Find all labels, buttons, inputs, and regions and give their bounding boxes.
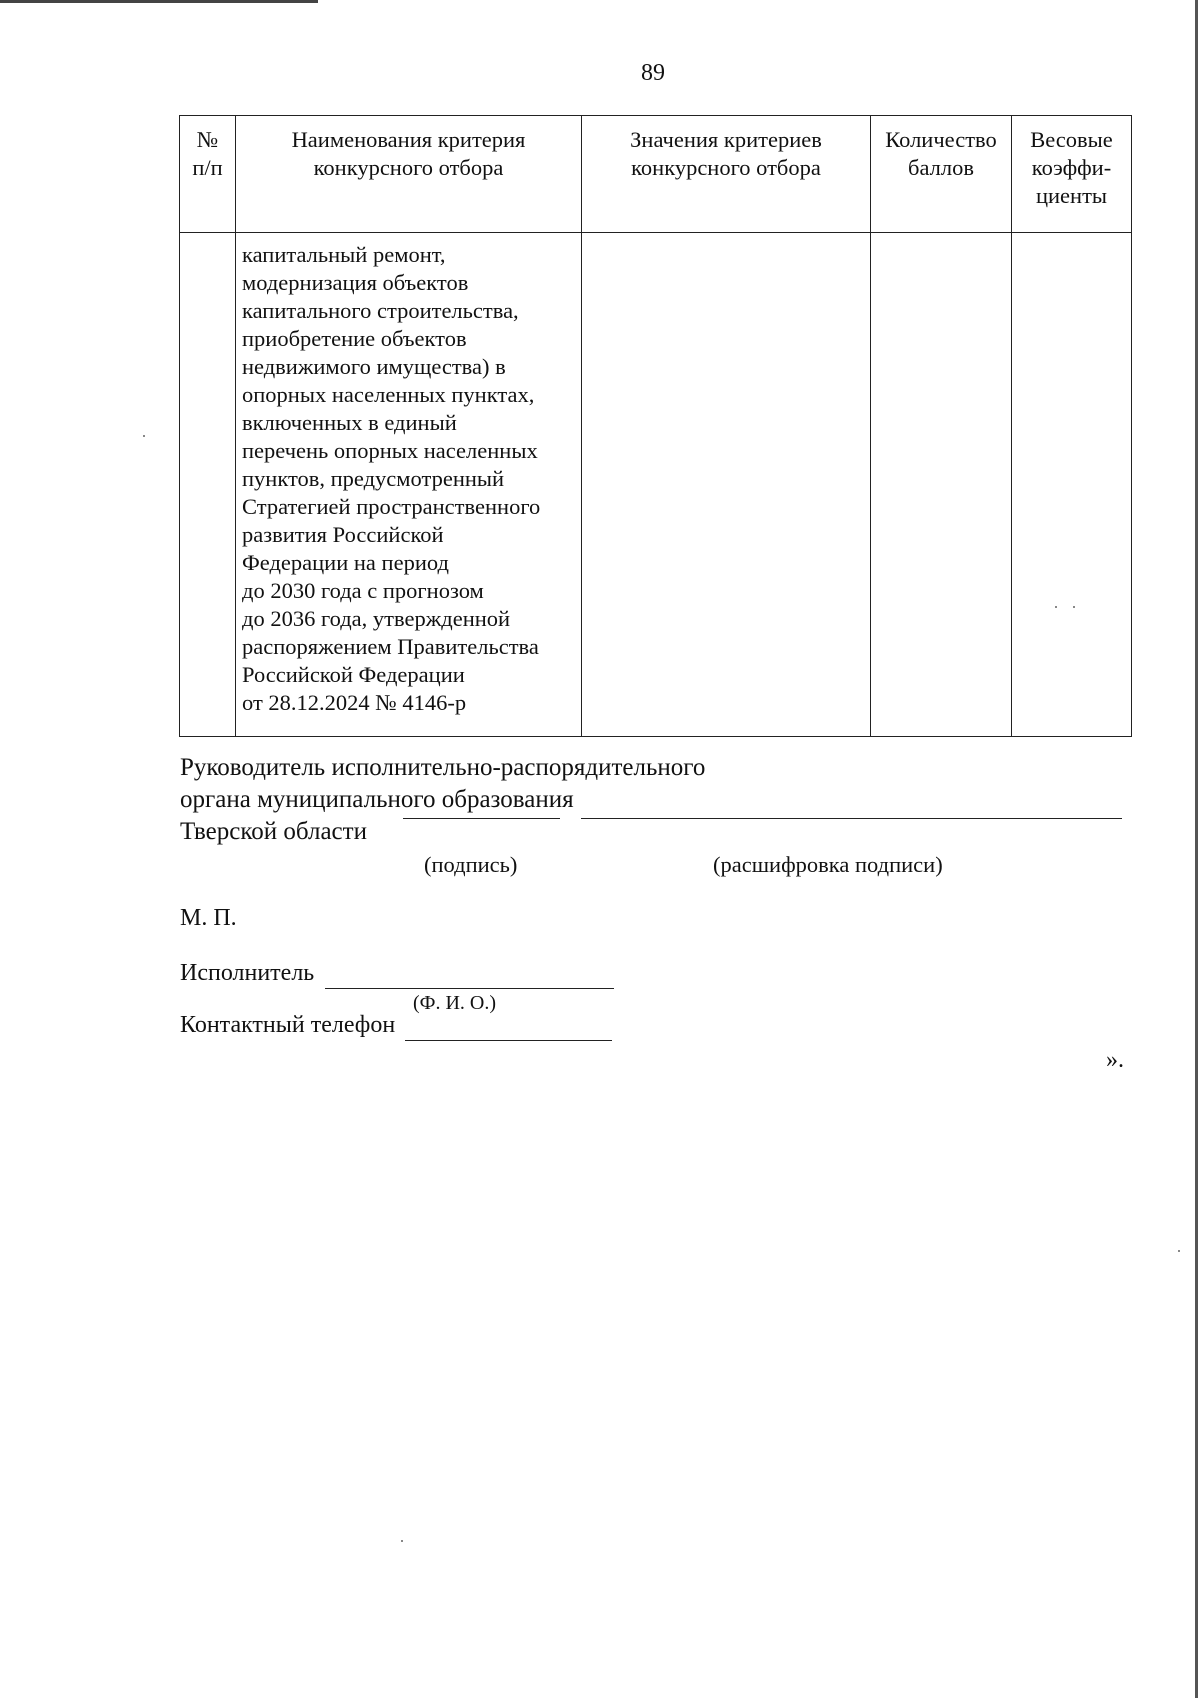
scan-edge-right [1195, 0, 1198, 1698]
cell-weights [1012, 233, 1132, 737]
phone-label: Контактный телефон [180, 1012, 396, 1038]
scan-speck [1073, 606, 1075, 608]
table-header-row [180, 116, 1132, 233]
closing-quote: ». [1106, 1047, 1124, 1073]
page-number: 89 [641, 60, 665, 86]
header-criterion-values: Значения критериев конкурсного отбора [582, 116, 871, 233]
executor-caption: (Ф. И. О.) [413, 992, 497, 1014]
signature-caption: (подпись) [424, 852, 518, 877]
criteria-table [179, 115, 1132, 737]
signature-blank [403, 818, 560, 819]
stamp-place: М. П. [180, 905, 237, 931]
scan-speck [143, 435, 145, 437]
scan-edge-top [0, 0, 318, 3]
header-points: Количество баллов [871, 116, 1012, 233]
phone-blank [405, 1040, 612, 1041]
cell-values [582, 233, 871, 737]
cell-number [180, 233, 236, 737]
scan-speck [401, 1540, 403, 1542]
signature-line-3: Тверской области [180, 818, 367, 845]
signature-decode-blank [581, 818, 1122, 819]
scan-speck [1178, 1250, 1180, 1252]
signature-block [180, 752, 705, 848]
scan-speck [1055, 606, 1057, 608]
signature-line-1: Руководитель исполнительно-распорядительного [180, 754, 706, 781]
signature-line-2: органа муниципального образования [180, 786, 574, 813]
cell-points [871, 233, 1012, 737]
executor-blank [325, 988, 614, 989]
cell-criterion: капитальный ремонт, модернизация объектов капитального строительства, приобретение объектов недвижимого имущества) в опорных населенных пунктах, включенных в единый перечень опорных населенных пунктов, предусмотренный Стратегией пространственного развития Российской Федерации на период до 2030 года с прогнозом до 2036 года, утвержденной распоряжением Правительства Российской Федерации от 28.12.2024 № 4146-р [236, 233, 582, 737]
decode-caption: (расшифровка подписи) [713, 852, 943, 877]
header-number: № п/п [180, 116, 236, 233]
table-row [180, 233, 1132, 737]
executor-label: Исполнитель [180, 960, 315, 986]
header-criterion-name: Наименования критерия конкурсного отбора [236, 116, 582, 233]
header-weights: Весовые коэффи- циенты [1012, 116, 1132, 233]
